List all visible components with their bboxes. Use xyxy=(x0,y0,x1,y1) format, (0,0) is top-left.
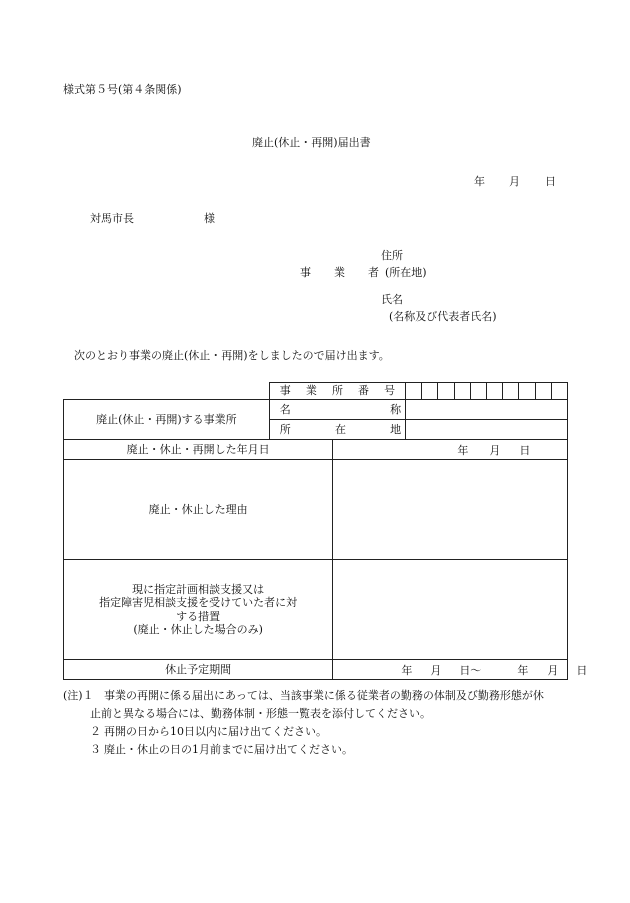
office-group-label: 廃止(休止・再開)する事業所 xyxy=(64,400,270,440)
business-label-1: 事 xyxy=(300,266,311,279)
date-day: 日 xyxy=(545,175,556,188)
note-1-line-2: 止前と異なる場合には、勤務体制・形態一覧表を添付してください。 xyxy=(90,707,431,720)
period-start-month: 月 xyxy=(430,663,442,677)
business-label-3: 者 xyxy=(368,266,379,279)
period-end-month: 月 xyxy=(547,663,559,677)
location-label: (所在地) xyxy=(385,266,427,279)
note-3: 廃止・休止の日の1月前までに届け出てください。 xyxy=(104,743,353,756)
date-label: 廃止・休止・再開した年月日 xyxy=(64,440,333,460)
period-field[interactable] xyxy=(333,660,588,680)
note-3-number: ３ xyxy=(90,743,101,756)
period-start-day: 日〜 xyxy=(459,663,482,677)
reason-field[interactable] xyxy=(333,460,568,560)
date-field-year: 年 xyxy=(457,443,469,457)
addressee-name: 対馬市長 xyxy=(90,212,134,225)
office-number-digit-6[interactable] xyxy=(486,383,502,400)
office-number-digit-8[interactable] xyxy=(519,383,535,400)
intro-text: 次のとおり事業の廃止(休止・再開)をしましたので届け出ます。 xyxy=(74,349,390,362)
office-number-digit-3[interactable] xyxy=(438,383,454,400)
period-start-year: 年 xyxy=(401,663,413,677)
date-field-month: 月 xyxy=(489,443,501,457)
address-label: 住所 xyxy=(381,249,403,262)
form-number: 様式第５号(第４条関係) xyxy=(63,83,182,96)
date-month: 月 xyxy=(509,175,520,188)
period-end-day: 日 xyxy=(576,663,588,677)
date-field[interactable] xyxy=(333,440,568,460)
measures-field[interactable] xyxy=(333,560,568,660)
note-2: 再開の日から10日以内に届け出てください。 xyxy=(104,725,327,738)
office-number-digit-10[interactable] xyxy=(551,383,567,400)
addressee-honorific: 様 xyxy=(204,212,215,225)
name-sub-label: (名称及び代表者氏名) xyxy=(389,310,497,323)
reason-label: 廃止・休止した理由 xyxy=(64,460,333,560)
notification-table xyxy=(63,382,588,680)
office-number-digit-7[interactable] xyxy=(503,383,519,400)
note-1-line-1: 事業の再開に係る届出にあっては、当該事業に係る従業者の勤務の体制及び勤務形態が休 xyxy=(104,689,544,702)
office-name-label: 名 称 xyxy=(269,400,405,420)
notes-prefix: (注)１ xyxy=(63,689,94,702)
office-number-digit-4[interactable] xyxy=(454,383,470,400)
office-number-digit-2[interactable] xyxy=(422,383,438,400)
period-label: 休止予定期間 xyxy=(64,660,333,680)
business-label-2: 業 xyxy=(334,266,345,279)
period-end-year: 年 xyxy=(517,663,529,677)
date-field-day: 日 xyxy=(519,443,531,457)
office-name-field[interactable] xyxy=(406,400,568,420)
office-location-label: 所 在 地 xyxy=(269,420,405,440)
note-2-number: ２ xyxy=(90,725,101,738)
document-title: 廃止(休止・再開)届出書 xyxy=(252,136,371,149)
office-number-digit-5[interactable] xyxy=(470,383,486,400)
name-label: 氏名 xyxy=(381,293,403,306)
office-location-field[interactable] xyxy=(406,420,568,440)
date-year: 年 xyxy=(474,175,485,188)
measures-label: 現に指定計画相談支援又は 指定障害児相談支援を受けていた者に対 する措置 (廃止・休止した場合のみ) xyxy=(64,560,333,660)
blank-corner xyxy=(64,383,270,400)
office-number-digit-1[interactable] xyxy=(406,383,422,400)
office-number-label: 事 業 所 番 号 xyxy=(269,383,405,400)
office-number-digit-9[interactable] xyxy=(535,383,551,400)
